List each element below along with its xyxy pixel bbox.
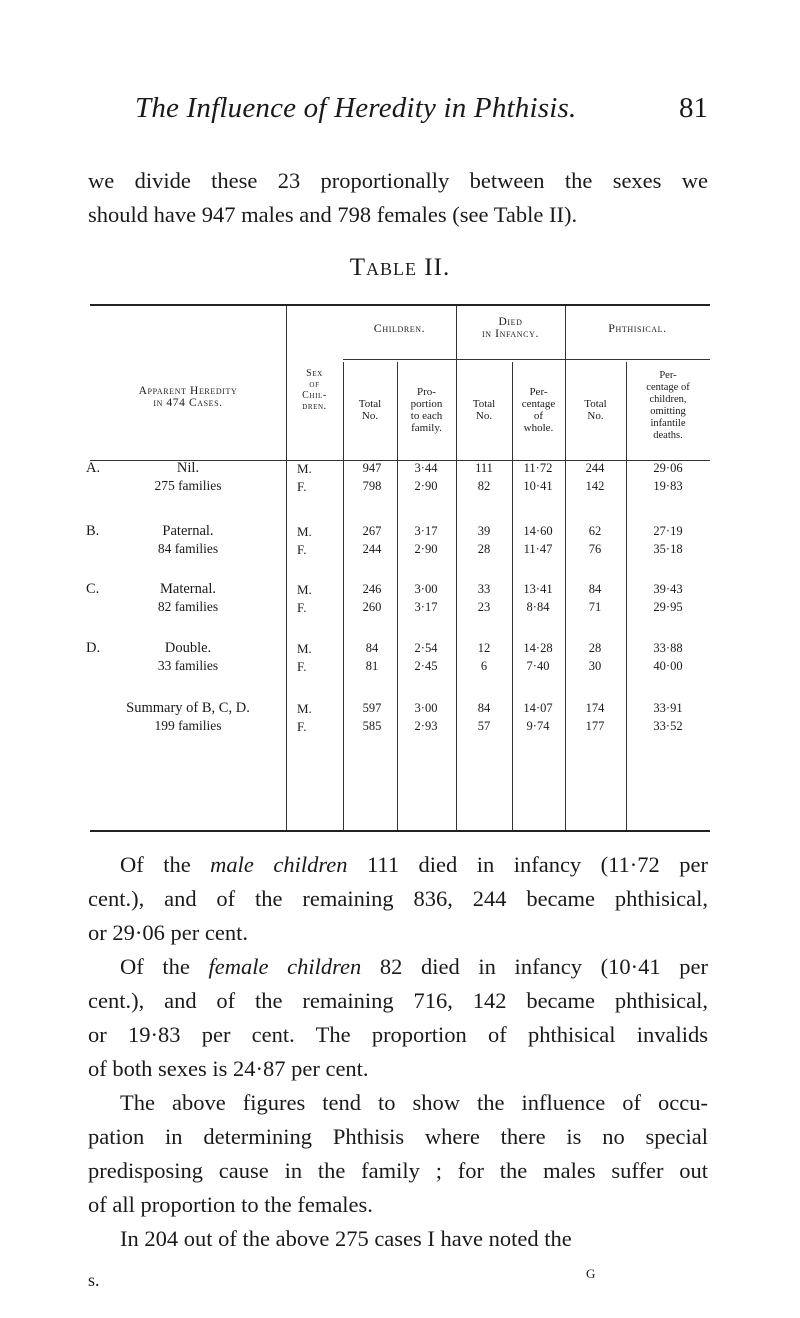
table-cell: 71 [588,600,602,614]
row-category: Nil. [176,460,200,476]
header-died-total: Total No. [472,398,496,422]
intro-line: should have 947 males and 798 females (see Table II). [88,202,578,227]
text-line: Of the male children 111 died in infancy (11·72 per [120,852,708,877]
table-caption: Table II. [349,254,451,281]
text-line: pation in determining Phthisis where there is no special [88,1124,708,1149]
sex-male: M. [297,582,312,597]
table-cell: 29·06 [653,461,683,475]
table-cell: 84 [588,582,602,596]
sex-female: F. [297,479,307,494]
table-cell: 30 [588,659,602,673]
table-cell: 246 [362,582,382,596]
table-cell: 14·60 [523,524,553,538]
row-category: Maternal. [160,581,216,597]
text-line: The above figures tend to show the influence of occu- [120,1090,708,1115]
sex-male: M. [297,701,312,716]
text-line: or 29·06 per cent. [88,920,248,945]
row-families: 33 families [157,658,219,673]
table-cell: 39·43 [653,582,683,596]
table-cell: 2·45 [414,659,438,673]
table-cell: 2·90 [414,479,438,493]
table-cell: 19·83 [653,479,683,493]
header-children-proportion: Pro- portion to each family. [410,386,443,434]
sex-male: M. [297,641,312,656]
table-cell: 81 [365,659,379,673]
table-cell: 12 [477,641,491,655]
text-line: of all proportion to the females. [88,1192,373,1217]
table-cell: 947 [362,461,382,475]
table-cell: 11·47 [523,542,553,556]
table-cell: 177 [585,719,605,733]
running-head [135,92,708,128]
table-cell: 3·00 [414,582,438,596]
table-cell: 82 [477,479,491,493]
table-cell: 267 [362,524,382,538]
italic-phrase: female children [208,954,362,979]
table-cell: 597 [362,701,382,715]
row-letter: D. [86,640,101,656]
signature-line [88,1266,708,1290]
sex-male: M. [297,461,312,476]
header-phthisical-total: Total No. [584,398,607,422]
table-cell: 7·40 [526,659,550,673]
table-cell: 39 [477,524,491,538]
header-children-total: Total No. [358,398,382,422]
sex-female: F. [297,542,307,557]
table-cell: 260 [362,600,382,614]
sex-female: F. [297,659,307,674]
running-head-title: The Influence of Heredity in Phthisis. [135,92,577,124]
table-cell: 23 [477,600,491,614]
row-category: Double. [164,640,212,656]
row-families: 82 families [157,599,219,614]
table-cell: 35·18 [653,542,683,556]
row-letter: B. [86,523,100,539]
table-cell: 62 [588,524,602,538]
text-line: cent.), and of the remaining 836, 244 became phthisical, [88,886,708,911]
header-apparent-heredity: Apparent Heredity in 474 Cases. [138,385,238,409]
row-families: 84 families [157,541,219,556]
table-cell: 28 [588,641,602,655]
table-cell: 27·19 [653,524,683,538]
italic-phrase: male children [210,852,348,877]
sex-male: M. [297,524,312,539]
row-families: 199 families [154,718,222,733]
page-number: 81 [679,92,708,124]
header-children: Children. [373,321,426,335]
table-cell: 585 [362,719,382,733]
row-families: 275 families [154,478,222,493]
table-cell: 33·88 [653,641,683,655]
body-paragraph [88,1086,708,1222]
intro-paragraph [88,164,708,232]
table-cell: 244 [585,461,605,475]
header-phthisical: Phthisical. [608,321,667,335]
body-paragraph [88,950,708,1086]
intro-line: we divide these 23 proportionally between the sexes we [88,168,708,193]
row-category: Summary of B, C, D. [126,700,250,716]
table-cell: 3·17 [414,600,438,614]
heredity-table [86,304,710,832]
table-cell: 40·00 [653,659,683,673]
table-cell: 57 [477,719,491,733]
header-died-in-infancy: Died in Infancy. [482,316,539,340]
table-cell: 3·00 [414,701,438,715]
table-cell: 3·44 [414,461,438,475]
body-paragraph [88,1222,708,1256]
text-line: cent.), and of the remaining 716, 142 became phthisical, [88,988,708,1013]
header-died-percentage: Per- centage of whole. [521,386,556,434]
row-letter: C. [86,581,100,597]
text-line: In 204 out of the above 275 cases I have noted the [120,1226,572,1251]
row-letter: A. [86,460,101,476]
table-cell: 14·28 [523,641,553,655]
text-line: or 19·83 per cent. The proportion of phthisical invalids [88,1022,708,1047]
table-cell: 9·74 [526,719,550,733]
table-cell: 798 [362,479,382,493]
table-cell: 2·90 [414,542,438,556]
table-cell: 14·07 [523,701,553,715]
table-cell: 28 [477,542,491,556]
text-line: predisposing cause in the family ; for the males suffer out [88,1158,708,1183]
signature-mark: s. [88,1270,100,1290]
text-line: Of the female children 82 died in infancy (10·41 per [120,954,709,979]
table-cell: 2·54 [414,641,438,655]
table-cell: 13·41 [523,582,553,596]
text-line: of both sexes is 24·87 per cent. [88,1056,369,1081]
table-cell: 11·72 [523,461,553,475]
table-cell: 33·91 [653,701,683,715]
table-cell: 10·41 [523,479,553,493]
table-cell: 2·93 [414,719,438,733]
signature-letter: G [586,1266,596,1281]
table-cell: 111 [475,461,493,475]
sex-female: F. [297,719,307,734]
header-phthisical-percentage: Per- centage of children, omitting infantile deaths. [646,370,690,441]
table-cell: 33·52 [653,719,683,733]
table-cell: 174 [585,701,605,715]
table-cell: 3·17 [414,524,438,538]
table-cell: 33 [477,582,491,596]
header-sex-of-children: Sex of Chil- dren. [302,368,327,412]
row-category: Paternal. [162,523,214,539]
table-cell: 142 [585,479,605,493]
body-paragraph [88,848,708,950]
table-cell: 84 [477,701,491,715]
table-cell: 6 [480,659,488,673]
table-cell: 76 [588,542,602,556]
table-cell: 29·95 [653,600,683,614]
table-cell: 244 [362,542,382,556]
sex-female: F. [297,600,307,615]
table-cell: 8·84 [526,600,550,614]
table-cell: 84 [365,641,379,655]
